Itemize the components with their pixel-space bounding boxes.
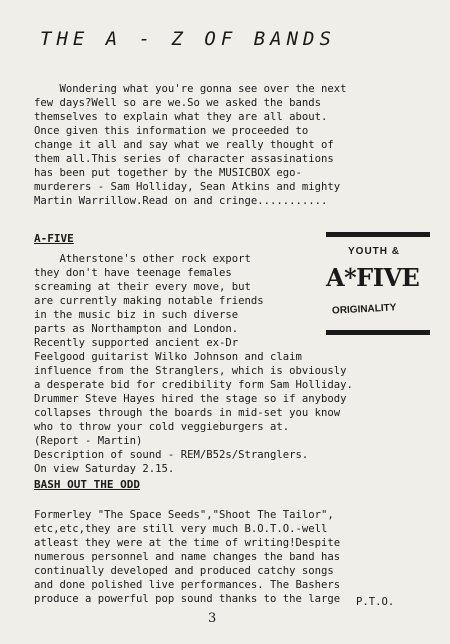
logo-band-name: A*FIVE (326, 263, 420, 292)
intro-paragraph: Wondering what you're gonna see over the next few days?Well so are we.So we asked the bands themselves to explain what they are all about. Once given this information we proceeded to change it all and say what we really thought of them all.This series of character assasinations has been put together by the MUSICBOX ego- murderers - Sam Holliday, Sean Atkins and mighty Martin Warrillow.Read on and cringe........... (34, 83, 347, 207)
bash-out-the-odd-paragraph: Formerley "The Space Seeds","Shoot The Tailor", etc,etc,they are still very much B.O.T.O.-well atleast they were at the time of writing!Despite numerous personnel and name changes the band has continually developed and produced catchy songs and done polished live performances. The Bashers produce a powerful pop sound thanks to the large (34, 509, 341, 605)
logo-originality-text: ORIGINALITY (331, 302, 397, 317)
logo-youth-text: YOUTH & (348, 246, 400, 257)
logo-top-rule (326, 232, 430, 237)
page-number: 3 (208, 611, 217, 626)
pto-note: P.T.O. (356, 596, 395, 608)
section-heading-a-five: A-FIVE (34, 232, 74, 245)
page-title: THE A - Z OF BANDS (40, 28, 336, 50)
section-heading-bash-out-the-odd: BASH OUT THE ODD (34, 478, 140, 491)
a-five-paragraph: Atherstone's other rock export they don't have teenage females screaming at their every move, but are currently making notable friends in the music biz in such diverse parts as Northampton and London. Recently supported ancient ex-Dr Feelgood guitarist Wilko Johnson and claim influence from the Stranglers, which is obviously a desperate bid for credibility form Sam Holliday. Drummer Steve Hayes hired the stage so if anybody collapses through the boards in mid-set you know who to throw your cold veggieburgers at. (Report - Martin) Description of sound - REM/B52s/Stranglers. On view Saturday 2.15. (34, 253, 353, 475)
